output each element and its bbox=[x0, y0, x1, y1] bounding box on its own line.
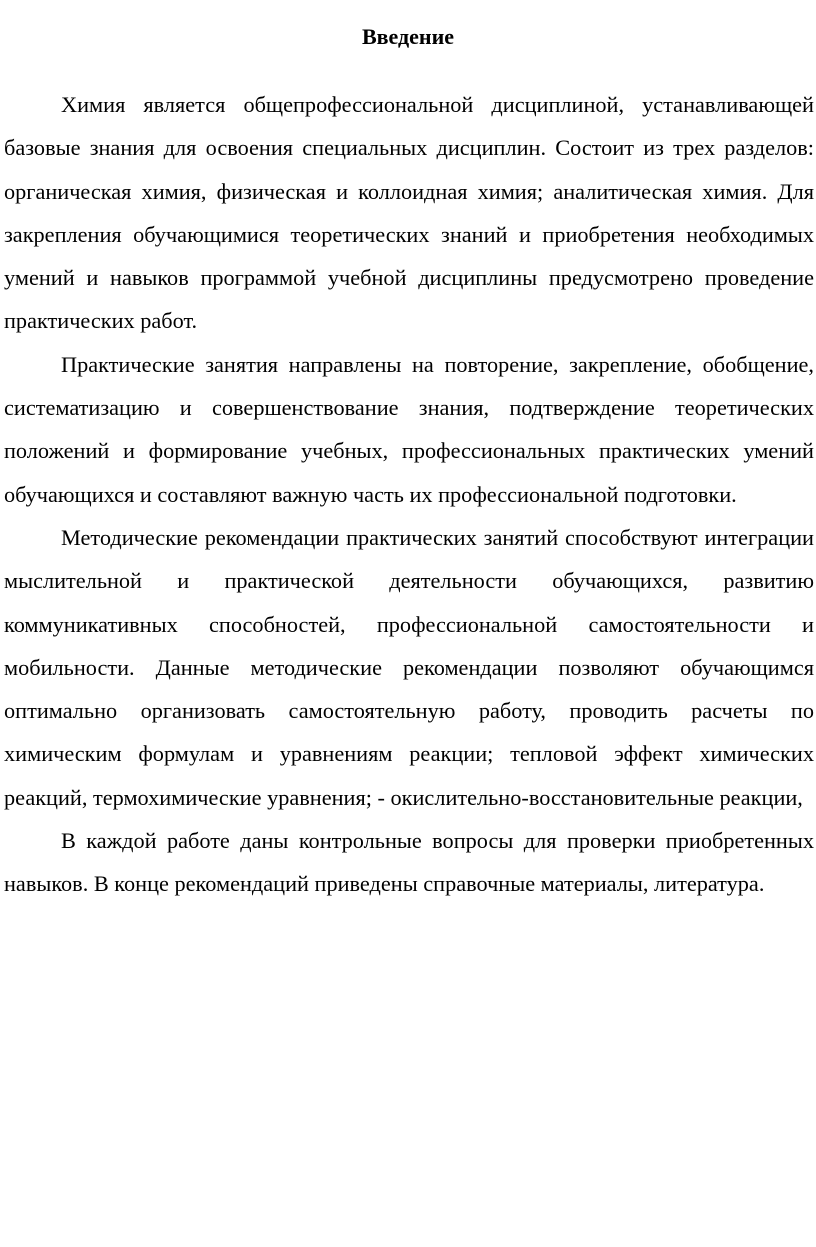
paragraph-4: В каждой работе даны контрольные вопросы для проверки приобретенных навыков. В конце рекомендаций приведены справочные материалы, литература. bbox=[4, 828, 814, 897]
body-text bbox=[4, 83, 814, 906]
page-title: Введение bbox=[361, 24, 455, 49]
paragraph-1: Химия является общепрофессиональной дисциплиной, устанавливающей базовые знания для освоения специальных дисциплин. Состоит из трех разделов: органическая химия, физическая и коллоидная химия; аналитическая химия. Для закрепления обучающимися теоретических знаний и приобретения необходимых умений и навыков программой учебной дисциплины предусмотрено проведение практических работ. bbox=[4, 92, 814, 334]
paragraph-2: Практические занятия направлены на повторение, закрепление, обобщение, систематизацию и совершенствование знания, подтверждение теоретических положений и формирование учебных, профессиональных практических умений обучающихся и составляют важную часть их профессиональной подготовки. bbox=[4, 351, 814, 507]
paragraph-3: Методические рекомендации практических занятий способствуют интеграции мыслительной и практической деятельности обучающихся, развитию коммуникативных способностей, профессиональной самостоятельности и мобильности. Данные методические рекомендации позволяют обучающимся оптимально организовать самостоятельную работу, проводить расчеты по химическим формулам и уравнениям реакции; тепловой эффект химических реакций, термохимические уравнения; - окислительно-восстановительные реакции, bbox=[4, 524, 814, 810]
